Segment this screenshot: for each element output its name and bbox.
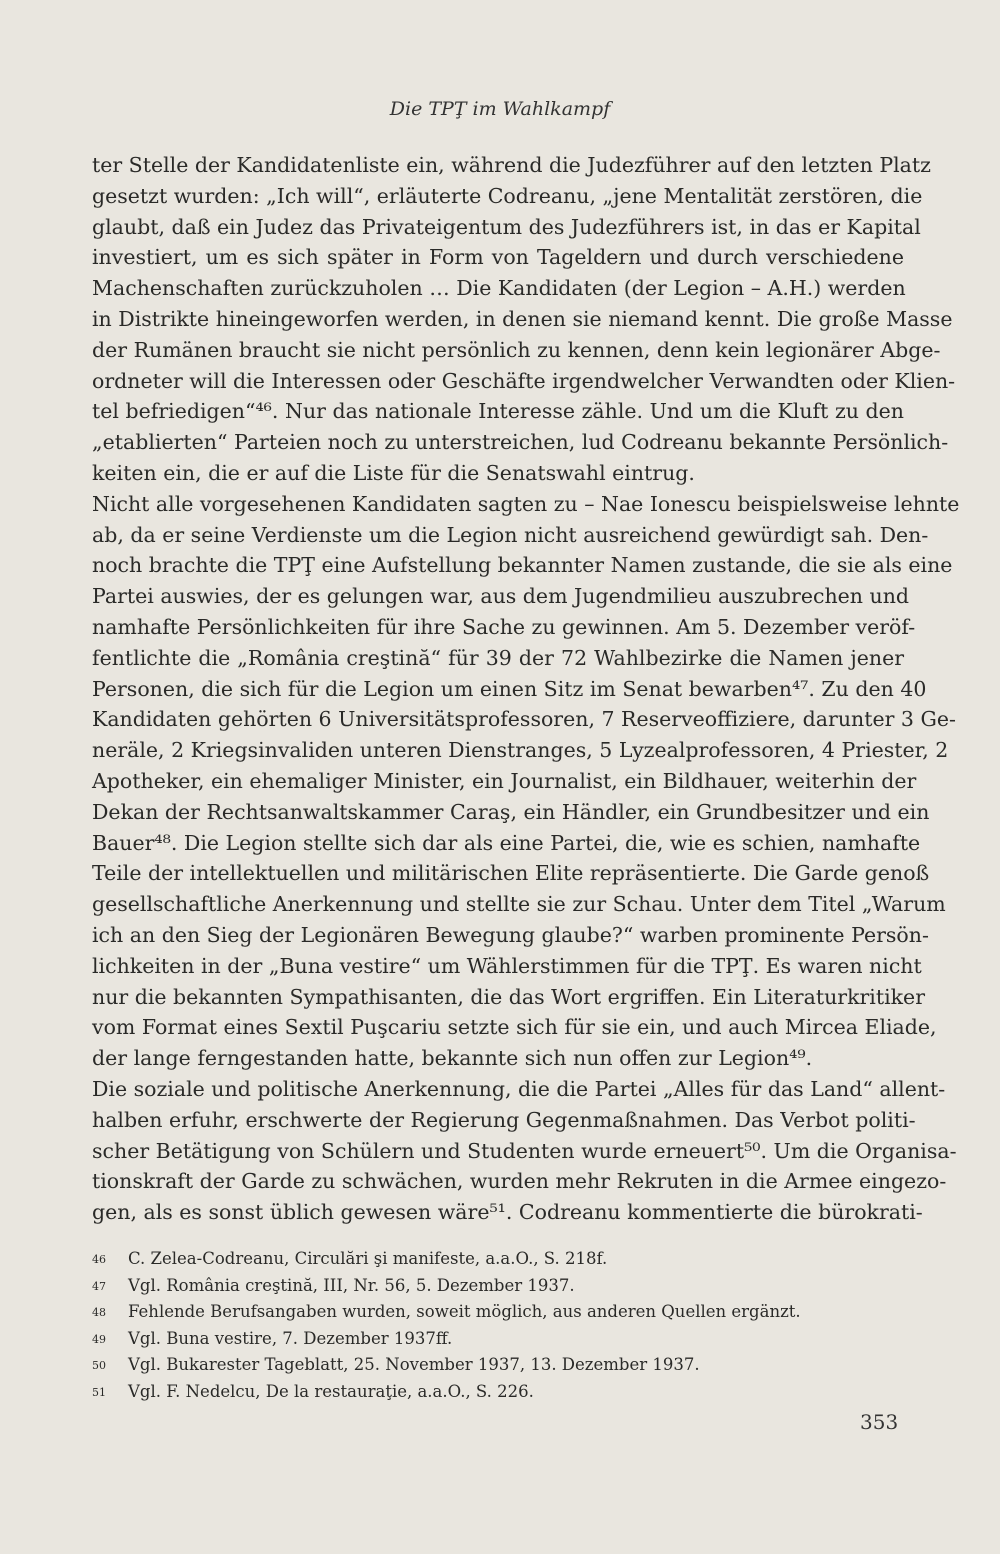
text-line: ter Stelle der Kandidatenliste ein, während die Judezführer auf den letzten Platz: [92, 153, 931, 177]
running-header: Die TPŢ im Wahlkampf: [389, 98, 611, 120]
text-line: nur die bekannten Sympathisanten, die das Wort ergriffen. Ein Literaturkritiker: [92, 984, 925, 1009]
text-line: Teile der intellektuellen und militärischen Elite repräsentierte. Die Garde genoß: [92, 861, 930, 886]
footnote-number: 48: [92, 1306, 106, 1320]
footnote-number: 49: [92, 1332, 106, 1346]
text-line: Nicht alle vorgesehenen Kandidaten sagten zu – Nae Ionescu beispielsweise lehnte: [92, 491, 960, 516]
footnote-number: 47: [92, 1279, 106, 1293]
footnotes: [92, 1246, 904, 1406]
text-line: Dekan der Rechtsanwaltskammer Caraş, ein Händler, ein Grundbesitzer und ein: [92, 799, 930, 824]
footnote-text: Vgl. România creştină, III, Nr. 56, 5. Dezember 1937.: [128, 1275, 575, 1295]
footnote: [92, 1246, 904, 1273]
text-line: Apotheker, ein ehemaliger Minister, ein Journalist, ein Bildhauer, weiterhin der: [92, 768, 917, 793]
body-text: [92, 150, 960, 1228]
text-line: Machenschaften zurückzuholen … Die Kandidaten (der Legion – A.H.) werden: [92, 276, 906, 301]
text-line: gesetzt wurden: „Ich will“, erläuterte Codreanu, „jene Mentalität zerstören, die: [92, 183, 923, 208]
text-line: halben erfuhr, erschwerte der Regierung Gegenmaßnahmen. Das Verbot politi-: [92, 1107, 916, 1132]
text-line: Bauer⁴⁸. Die Legion stellte sich dar als eine Partei, die, wie es schien, namhafte: [92, 830, 921, 855]
footnote-number: 46: [92, 1253, 106, 1266]
text-line: der Rumänen braucht sie nicht persönlich zu kennen, denn kein legionärer Abge-: [92, 337, 941, 362]
text-line: „etablierten“ Parteien noch zu unterstreichen, lud Codreanu bekannte Persönlich-: [92, 430, 949, 455]
text-line: ordneter will die Interessen oder Geschäfte irgendwelcher Verwandten oder Klien-: [92, 368, 956, 393]
footnote-text: Vgl. Buna vestire, 7. Dezember 1937ff.: [128, 1328, 453, 1348]
text-line: Kandidaten gehörten 6 Universitätsprofessoren, 7 Reserveoffiziere, darunter 3 Ge-: [92, 707, 956, 732]
footnote-number: 50: [92, 1359, 106, 1373]
footnote-text: Vgl. F. Nedelcu, De la restauraţie, a.a.O., S. 226.: [128, 1381, 534, 1401]
text-line: investiert, um es sich später in Form von Tageldern und durch verschiedene: [92, 245, 904, 270]
text-line: neräle, 2 Kriegsinvaliden unteren Dienstranges, 5 Lyzealprofessoren, 4 Priester, 2: [92, 738, 949, 763]
text-line: Die soziale und politische Anerkennung, die die Partei „Alles für das Land“ allent-: [92, 1076, 946, 1101]
text-line: fentlichte die „România creştină“ für 39 der 72 Wahlbezirke die Namen jener: [92, 645, 904, 670]
text-line: vom Format eines Sextil Puşcariu setzte sich für sie ein, und auch Mircea Eliade,: [92, 1015, 937, 1040]
footnote-text: Vgl. Bukarester Tageblatt, 25. November 1937, 13. Dezember 1937.: [128, 1355, 700, 1375]
text-line: Partei auswies, der es gelungen war, aus dem Jugendmilieu auszubrechen und: [92, 584, 910, 609]
footnote-text: C. Zelea-Codreanu, Circulări şi manifeste, a.a.O., S. 218f.: [128, 1249, 608, 1268]
footnote: [92, 1326, 904, 1353]
footnote: [92, 1379, 904, 1406]
text-line: noch brachte die TPŢ eine Aufstellung bekannter Namen zustande, die sie als eine: [92, 553, 953, 578]
text-line: gesellschaftliche Anerkennung und stellte sie zur Schau. Unter dem Titel „Warum: [92, 892, 946, 917]
footnote-text: Fehlende Berufsangaben wurden, soweit möglich, aus anderen Quellen ergänzt.: [128, 1302, 801, 1322]
text-line: Personen, die sich für die Legion um einen Sitz im Senat bewarben⁴⁷. Zu den 40: [92, 676, 927, 701]
text-line: glaubt, daß ein Judez das Privateigentum des Judezführers ist, in das er Kapital: [92, 214, 921, 239]
text-line: namhafte Persönlichkeiten für ihre Sache zu gewinnen. Am 5. Dezember veröf-: [92, 614, 916, 639]
footnote: [92, 1352, 904, 1379]
footnote-number: 51: [92, 1385, 106, 1399]
text-line: scher Betätigung von Schülern und Studenten wurde erneuert⁵⁰. Um die Organisa-: [92, 1138, 957, 1163]
text-line: ich an den Sieg der Legionären Bewegung glaube?“ warben prominente Persön-: [92, 922, 929, 947]
text-line: ab, da er seine Verdienste um die Legion nicht ausreichend gewürdigt sah. Den-: [92, 522, 929, 547]
text-line: tionskraft der Garde zu schwächen, wurden mehr Rekruten in die Armee eingezo-: [92, 1169, 947, 1194]
text-line: lichkeiten in der „Buna vestire“ um Wählerstimmen für die TPŢ. Es waren nicht: [92, 953, 922, 978]
text-line: in Distrikte hineingeworfen werden, in denen sie niemand kennt. Die große Masse: [92, 306, 953, 331]
footnote: [92, 1273, 904, 1300]
text-line: tel befriedigen“⁴⁶. Nur das nationale Interesse zähle. Und um die Kluft zu den: [92, 399, 904, 424]
text-line: gen, als es sonst üblich gewesen wäre⁵¹. Codreanu kommentierte die bürokrati-: [92, 1200, 923, 1225]
page-number: 353: [860, 1410, 899, 1434]
text-line: der lange ferngestanden hatte, bekannte sich nun offen zur Legion⁴⁹.: [92, 1046, 813, 1071]
footnote: [92, 1299, 904, 1326]
text-line: keiten ein, die er auf die Liste für die Senatswahl eintrug.: [92, 460, 695, 485]
